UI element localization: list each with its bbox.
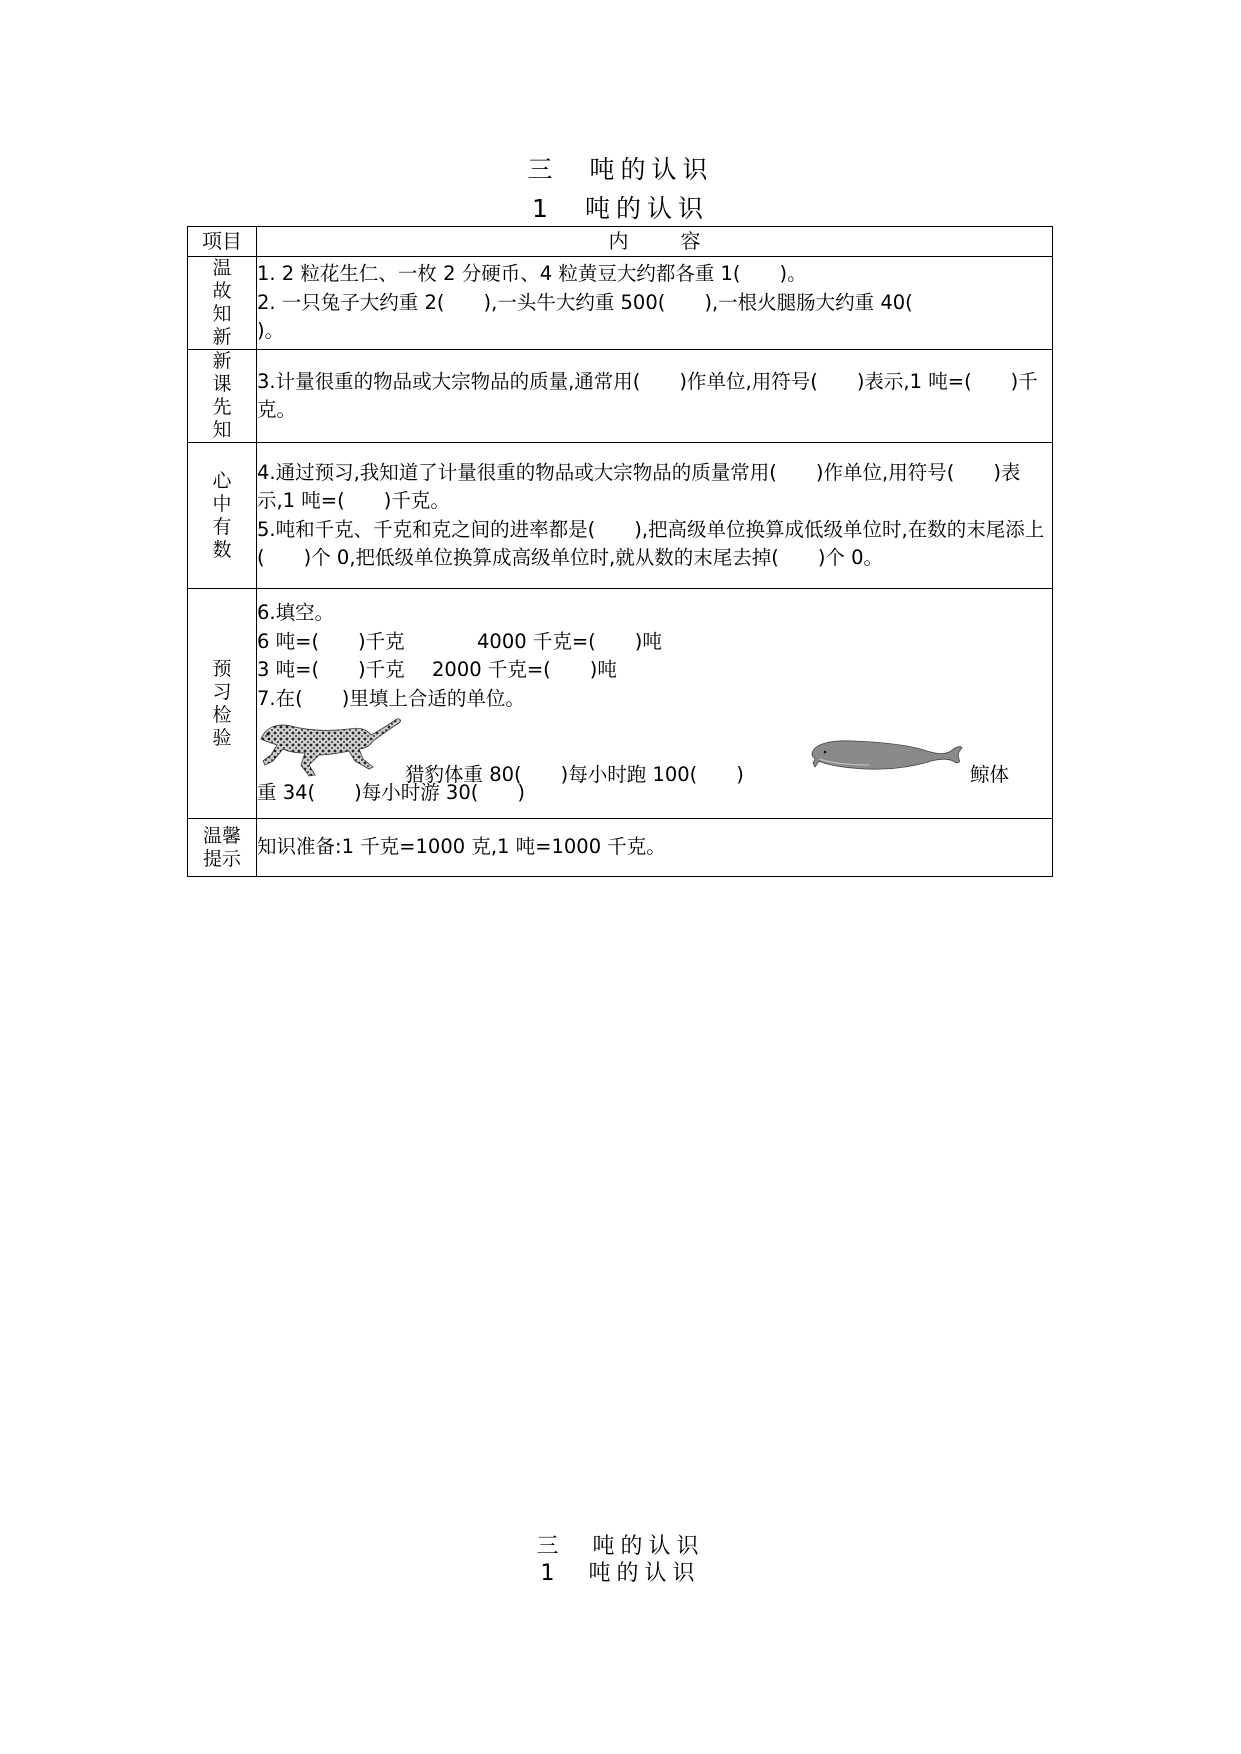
row-content <box>257 443 1053 589</box>
header-content-b: 容 <box>680 229 701 253</box>
question-3: 3.计量很重的物品或大宗物品的质量,通常用( )作单位,用符号( )表示,1 吨=( )千克。 <box>257 369 1038 421</box>
cheetah-caption: 猎豹体重 80( )每小时跑 100( ) <box>405 763 744 787</box>
footer-title: 三 吨的认识 <box>536 1534 705 1559</box>
question-6-line-2 <box>257 656 1052 685</box>
question-2-cont: )。 <box>257 319 285 343</box>
row-label-text: 预习检验 <box>212 657 232 749</box>
row-label <box>188 350 257 443</box>
page-title: 三 吨的认识 <box>527 155 714 184</box>
question-5: 5.吨和千克、千克和克之间的进率都是( ),把高级单位换算成低级单位时,在数的末尾添上( )个 0,把低级单位换算成高级单位时,就从数的末尾去掉( )个 0。 <box>257 517 1045 569</box>
table-row <box>188 443 1053 589</box>
footer-subtitle: 1 吨的认识 <box>540 1561 701 1586</box>
worksheet-table <box>187 226 1053 877</box>
whale-icon <box>809 737 964 773</box>
header-content-cell <box>257 227 1053 257</box>
row-label <box>188 443 257 589</box>
row-content <box>257 257 1053 350</box>
header-content-a: 内 <box>608 229 629 253</box>
table-header-row <box>188 227 1053 257</box>
animal-picture-line <box>257 713 1052 787</box>
cheetah-icon <box>255 713 405 777</box>
page-subtitle: 1 吨的认识 <box>532 194 709 223</box>
question-6: 6.填空。 <box>257 601 335 625</box>
row-content <box>257 819 1053 877</box>
question-4: 4.通过预习,我知道了计量很重的物品或大宗物品的质量常用( )作单位,用符号( )表示,1 吨=( )千克。 <box>257 460 1021 512</box>
row-label <box>188 257 257 350</box>
row-content <box>257 589 1053 819</box>
question-7: 7.在( )里填上合适的单位。 <box>257 686 525 710</box>
table-row <box>188 819 1053 877</box>
table-row <box>188 257 1053 350</box>
whale-caption: 鲸体 <box>970 763 1010 787</box>
whale-caption-cont: 重 34( )每小时游 30( ) <box>257 781 525 805</box>
row-label-text: 温故知新 <box>212 257 232 348</box>
row-content <box>257 350 1053 443</box>
row-label-text: 温馨提示 <box>202 824 241 870</box>
row-label-text: 新课先知 <box>212 350 232 441</box>
question-6-line-1 <box>257 628 1052 657</box>
question-2: 2. 一只兔子大约重 2( ),一头牛大约重 500( ),一根火腿肠大约重 40( <box>257 290 913 314</box>
blank-6c: 3 吨=( )千克 <box>257 658 405 682</box>
row-label <box>188 819 257 877</box>
tip-text: 知识准备:1 千克=1000 克,1 吨=1000 千克。 <box>257 835 666 859</box>
header-item-cell: 项目 <box>188 227 257 257</box>
blank-6a: 6 吨=( )千克 <box>257 629 405 653</box>
blank-6b: 4000 千克=( )吨 <box>477 629 662 653</box>
table-row <box>188 350 1053 443</box>
row-label-text: 心中有数 <box>212 469 232 561</box>
question-1: 1. 2 粒花生仁、一枚 2 分硬币、4 粒黄豆大约都各重 1( )。 <box>257 262 807 286</box>
row-label <box>188 589 257 819</box>
table-row <box>188 589 1053 819</box>
blank-6d: 2000 千克=( )吨 <box>432 658 617 682</box>
